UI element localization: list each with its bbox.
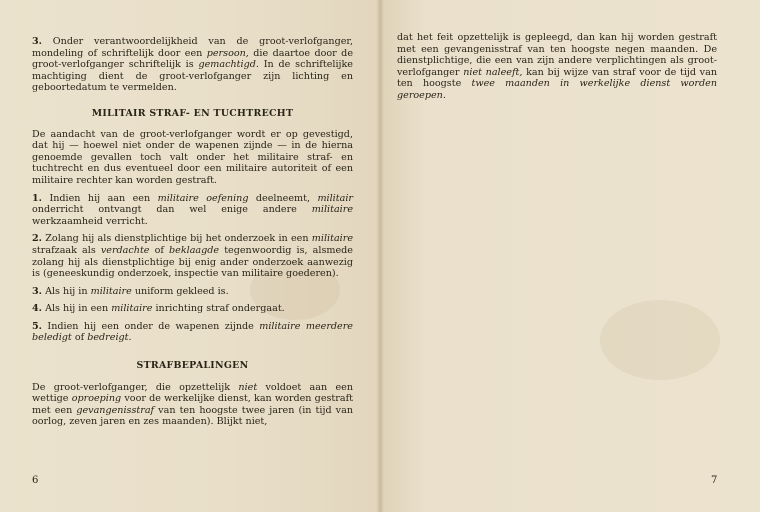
right-column (397, 32, 717, 108)
paragraph-intro: De aandacht van de groot-verlofganger wordt er op gevestigd, dat hij — hoewel niet onder de wapenen zijnde — in de hierna genoemde gevallen toch valt onder het militaire straf- en tuchtrecht en dus eventueel door een militaire autoriteit of een militaire rechter kan worden gestraft. (32, 128, 353, 186)
paragraph-penalties: De groot-verlofganger, die opzettelijk niet voldoet aan een wettige oproeping voor de werkelijke dienst, kan worden gestraft met een gevangenisstraf van ten hoogste twee jaren (in tijd van oorlog, zeven jaren en zes maanden). Blijkt niet, (32, 381, 354, 428)
left-column (32, 36, 353, 434)
list-item-2: 2. Zolang hij als dienstplichtige bij het onderzoek in een militaire strafzaak als verdachte of beklaagde tegenwoordig is, alsmede zolang hij als dienstplichtige bij enig ander onderzoek aanwezig is (geneeskundig onderzoek, inspectie van militaire goederen). (32, 233, 353, 280)
paragraph-penalties-continued: dat het feit opzettelijk is gepleegd, dan kan hij worden gestraft met een gevangenisstraf van ten hoogste negen maanden. De dienstplichtige, die een van zijn andere verplichtingen als groot-verlofganger niet naleeft, kan bij wijze van straf voor de tijd van ten hoogste twee maanden in werkelijke dienst worden geroepen. (397, 32, 718, 101)
list-item-5: 5. Indien hij een onder de wapenen zijnde militaire meerdere beledigt of bedreigt. (32, 320, 353, 344)
section-heading-penalties: STRAFBEPALINGEN (136, 360, 249, 372)
list-item-4: 4. Als hij in een militaire inrichting straf ondergaat. (32, 303, 285, 315)
paper-stain (600, 300, 720, 380)
paragraph-authorization: 3. Onder verantwoordelijkheid van de groot-verlofganger, mondeling of schriftelijk door een persoon, die daartoe door de groot-verlofganger schriftelijk is gemachtigd. In de schriftelijke machtiging dient de groot-verlofganger zijn lichting en geboortedatum te vermelden. (32, 36, 353, 94)
book-gutter (376, 0, 384, 512)
item-number: 3. (32, 36, 43, 47)
list-item-3: 3. Als hij in militaire uniform gekleed is. (32, 285, 229, 297)
section-heading-military-law: MILITAIR STRAF- EN TUCHTRECHT (91, 107, 294, 119)
list-item-1: 1. Indien hij aan een militaire oefening deelneemt, militair onderricht ontvangt dan wel enige andere militaire werkzaamheid verricht. (32, 192, 353, 227)
page-number-left: 6 (32, 475, 39, 486)
page-number-right: 7 (711, 475, 718, 486)
